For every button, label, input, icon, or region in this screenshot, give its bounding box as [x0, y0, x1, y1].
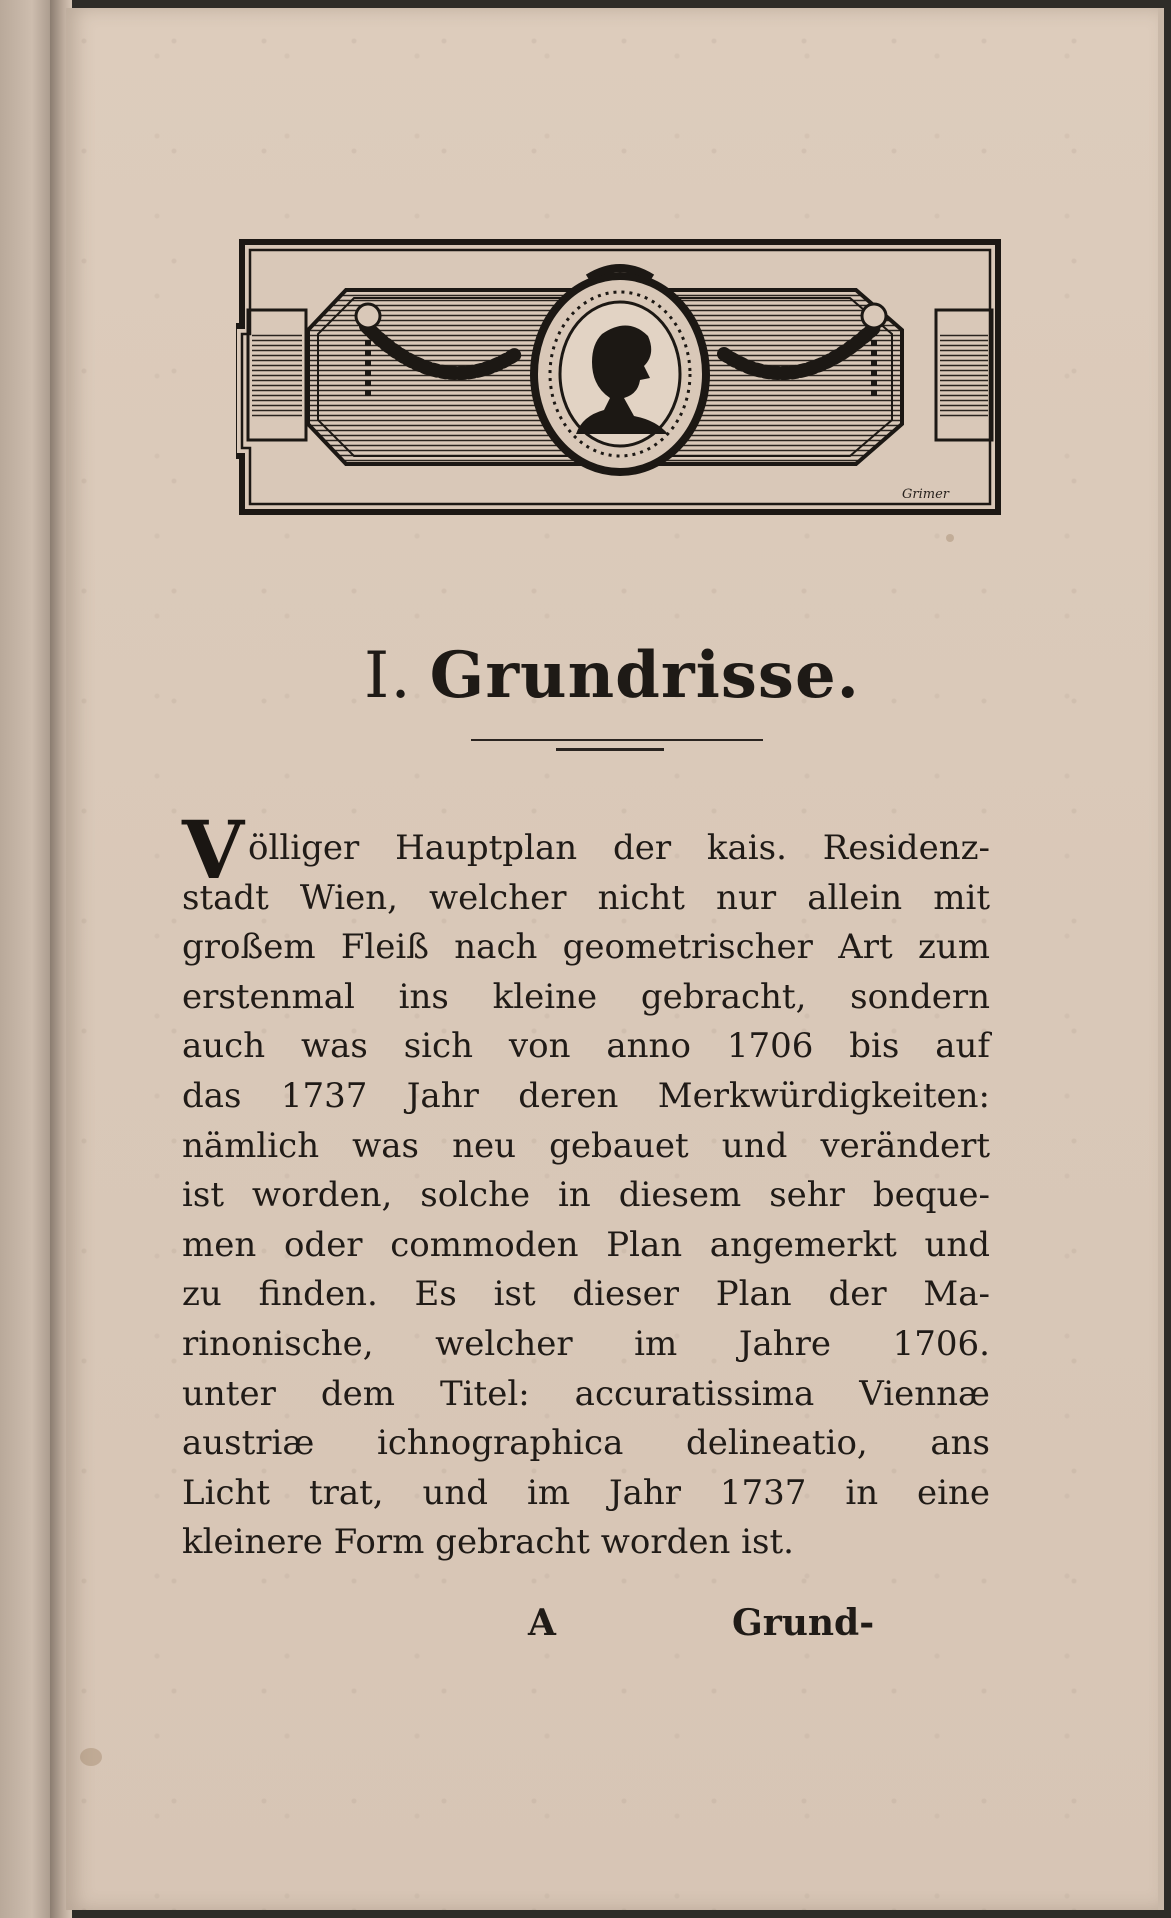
page-sheet: [66, 8, 1164, 1910]
text-line: stadt Wien, welcher nicht nur allein mit: [182, 877, 990, 918]
heading-rule-short: [556, 748, 664, 751]
text-line: austriæ ichnographica delineatio, ans: [182, 1423, 990, 1464]
heading-rule-long: [471, 739, 763, 741]
text-line: kleinere Form gebracht worden ist.: [182, 1522, 794, 1563]
paper-speck: [946, 534, 954, 542]
signature-mark: A: [528, 1602, 556, 1644]
text-line: erstenmal ins kleine gebracht, sondern: [182, 976, 990, 1017]
engraved-headpiece-vignette: [236, 238, 1004, 516]
catchword: Grund-: [732, 1602, 875, 1644]
drop-cap: V: [182, 803, 245, 897]
text-line: nämlich was neu gebauet und verändert: [182, 1125, 990, 1166]
text-line: Licht trat, und im Jahr 1737 in eine: [182, 1472, 990, 1513]
text-line: men oder commoden Plan angemerkt und: [182, 1224, 990, 1265]
section-heading: [66, 638, 1158, 713]
paper-stain: [80, 1748, 102, 1766]
section-numeral: I.: [364, 639, 412, 713]
text-line: unter dem Titel: accuratissima Viennæ: [182, 1373, 990, 1414]
text-line: großem Fleiß nach geometrischer Art zum: [182, 927, 990, 968]
text-line: ist worden, solche in diesem sehr beque-: [182, 1175, 990, 1216]
text-line: zu finden. Es ist dieser Plan der Ma-: [182, 1274, 990, 1315]
page-footer: [66, 1602, 1158, 1652]
body-paragraph: [182, 803, 990, 1568]
section-title: Grundrisse.: [429, 638, 860, 713]
text-line: auch was sich von anno 1706 bis auf: [182, 1026, 990, 1067]
text-line: rinonische, welcher im Jahre 1706.: [182, 1323, 990, 1364]
text-line: V ölliger Hauptplan der kais. Residenz-: [182, 803, 990, 897]
engraver-signature: Grimer: [902, 487, 949, 502]
text-line: das 1737 Jahr deren Merkwürdigkeiten:: [182, 1075, 990, 1116]
